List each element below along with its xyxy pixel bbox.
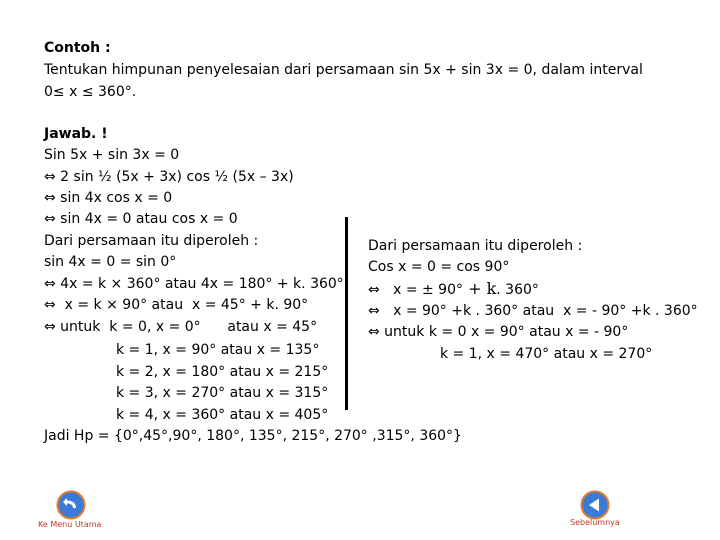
left-case-k1: k = 1, x = 90° atau x = 135° bbox=[116, 342, 320, 358]
result-set: Jadi Hp = {0°,45°,90°, 180°, 135°, 215°, 270° ,315°, 360°} bbox=[44, 428, 462, 444]
right-step-1: Dari persamaan itu diperoleh : bbox=[368, 238, 583, 254]
home-button[interactable] bbox=[56, 490, 86, 520]
left-triangle-icon bbox=[580, 490, 610, 520]
right-step-3-tail: . 360° bbox=[496, 282, 539, 298]
left-case-k3: k = 3, x = 270° atau x = 315° bbox=[116, 385, 329, 401]
left-step-1: Sin 5x + sin 3x = 0 bbox=[44, 147, 180, 163]
previous-button[interactable] bbox=[580, 490, 610, 520]
home-button-label[interactable]: Ke Menu Utama bbox=[38, 520, 102, 529]
right-step-5: ⇔ untuk k = 0 x = 90° atau x = - 90° bbox=[368, 324, 629, 340]
left-case-k2: k = 2, x = 180° atau x = 215° bbox=[116, 364, 329, 380]
left-step-6: sin 4x = 0 = sin 0° bbox=[44, 254, 177, 270]
right-step-2: Cos x = 0 = cos 90° bbox=[368, 259, 510, 275]
left-step-2: ⇔ 2 sin ½ (5x + 3x) cos ½ (5x – 3x) bbox=[44, 169, 294, 185]
right-step-3-plus-k: + k bbox=[463, 279, 497, 298]
previous-button-label[interactable]: Sebelumnya bbox=[570, 518, 620, 527]
right-step-3 bbox=[368, 279, 539, 300]
column-divider bbox=[345, 217, 348, 410]
left-step-5: Dari persamaan itu diperoleh : bbox=[44, 233, 259, 249]
problem-statement-line1: Tentukan himpunan penyelesaian dari persamaan sin 5x + sin 3x = 0, dalam interval bbox=[44, 62, 643, 78]
left-step-9: ⇔ untuk k = 0, x = 0° atau x = 45° bbox=[44, 319, 318, 335]
left-step-4: ⇔ sin 4x = 0 atau cos x = 0 bbox=[44, 211, 238, 227]
right-step-4: ⇔ x = 90° +k . 360° atau x = - 90° +k . 360° bbox=[368, 303, 698, 319]
answer-heading: Jawab. ! bbox=[44, 126, 108, 142]
return-arrow-icon bbox=[56, 490, 86, 520]
left-step-7: ⇔ 4x = k × 360° atau 4x = 180° + k. 360° bbox=[44, 276, 344, 292]
left-step-8: ⇔ x = k × 90° atau x = 45° + k. 90° bbox=[44, 297, 309, 313]
left-case-k4: k = 4, x = 360° atau x = 405° bbox=[116, 407, 329, 423]
left-step-3: ⇔ sin 4x cos x = 0 bbox=[44, 190, 173, 206]
right-step-3-main: ⇔ x = ± 90° bbox=[368, 282, 463, 298]
right-case-k1: k = 1, x = 470° atau x = 270° bbox=[440, 346, 653, 362]
problem-statement-line2: 0≤ x ≤ 360°. bbox=[44, 84, 137, 100]
example-title: Contoh : bbox=[44, 40, 111, 56]
